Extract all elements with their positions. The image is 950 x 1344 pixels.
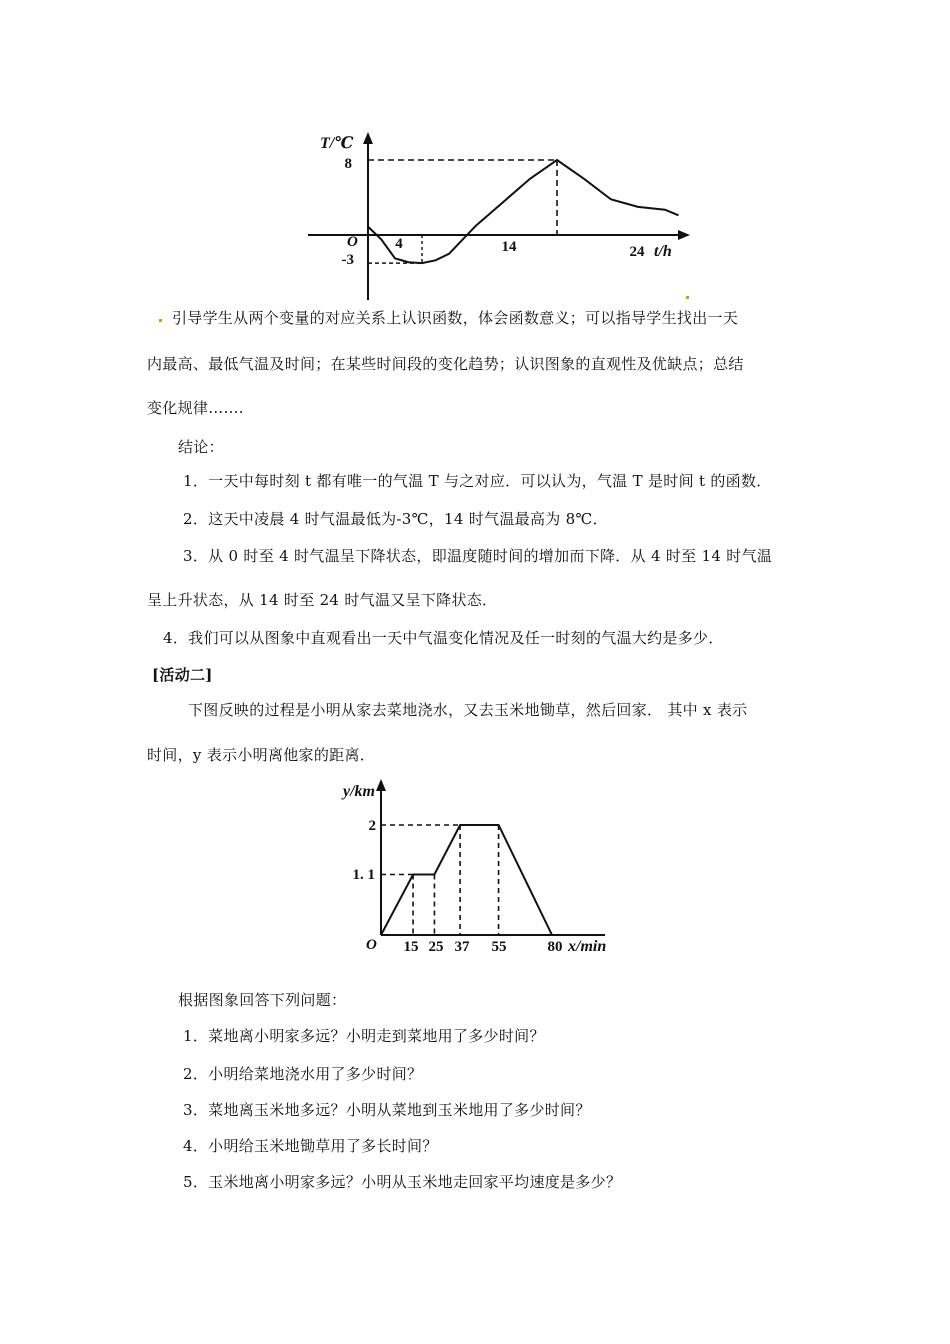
distance-chart-axes (376, 779, 605, 935)
temperature-y-arrow (363, 132, 373, 144)
distance-x-label: x/min (568, 938, 607, 955)
conclusion-title: 结论： (178, 438, 224, 456)
temperature-x-tick-24: 24 (629, 244, 645, 260)
temperature-chart-axes (308, 132, 690, 300)
question-item: 4．小明给玉米地锄草用了多长时间？ (183, 1137, 438, 1155)
distance-y-label: y/km (343, 783, 375, 800)
conclusion-item: 2．这天中凌晨 4 时气温最低为-3℃，14 时气温最高为 8℃． (183, 510, 608, 528)
paragraph-line: 内最高、最低气温及时间；在某些时间段的变化趋势；认识图象的直观性及优缺点；总结 (147, 355, 744, 373)
temperature-chart (300, 128, 700, 303)
distance-origin-label: O (366, 937, 377, 953)
conclusion-item: 1．一天中每时刻 t 都有唯一的气温 T 与之对应．可以认为，气温 T 是时间 t 的函数． (183, 472, 772, 490)
question-item: 2．小明给菜地浇水用了多少时间？ (183, 1065, 423, 1083)
temperature-y-tick-minus3: -3 (341, 252, 354, 268)
question-item: 3．菜地离玉米地多远？小明从菜地到玉米地用了多少时间？ (183, 1101, 591, 1119)
temperature-x-tick-4: 4 (395, 236, 403, 252)
activity-description: 下图反映的过程是小明从家去菜地浇水，又去玉米地锄草，然后回家． 其中 x 表示 (188, 701, 748, 719)
distance-y-tick-1.1: 1. 1 (352, 867, 375, 883)
temperature-y-label: T/℃ (320, 135, 354, 152)
temperature-y-tick-8: 8 (344, 156, 352, 172)
distance-x-tick-55: 55 (491, 939, 507, 955)
temperature-origin-label: O (347, 234, 358, 250)
temperature-x-arrow (678, 230, 690, 240)
conclusion-item: 呈上升状态，从 14 时至 24 时气温又呈下降状态． (147, 591, 498, 609)
decorative-dot (686, 296, 689, 299)
activity-title: [活动二] (152, 666, 213, 684)
question-item: 5．玉米地离小明家多远？小明从玉米地走回家平均速度是多少？ (183, 1173, 622, 1191)
paragraph-line: 变化规律……. (147, 399, 244, 417)
temperature-x-tick-14: 14 (501, 239, 517, 255)
paragraph-line: 引导学生从两个变量的对应关系上认识函数，体会函数意义；可以指导学生找出一天 (172, 309, 739, 327)
distance-x-tick-37: 37 (454, 939, 470, 955)
distance-y-tick-2: 2 (368, 818, 376, 834)
distance-x-tick-80: 80 (547, 939, 563, 955)
questions-intro: 根据图象回答下列问题： (178, 991, 347, 1009)
distance-chart-guides (381, 825, 499, 935)
distance-y-arrow (376, 779, 386, 791)
conclusion-item: 4．我们可以从图象中直观看出一天中气温变化情况及任一时刻的气温大约是多少． (163, 629, 724, 647)
question-item: 1．菜地离小明家多远？小明走到菜地用了多少时间？ (183, 1027, 545, 1045)
distance-x-tick-15: 15 (403, 939, 419, 955)
conclusion-item: 3．从 0 时至 4 时气温呈下降状态，即温度随时间的增加而下降．从 4 时至 14 时气温 (183, 547, 773, 565)
distance-chart (335, 775, 625, 960)
distance-x-tick-25: 25 (428, 939, 444, 955)
decorative-dot (159, 319, 162, 322)
activity-description: 时间，y 表示小明离他家的距离． (147, 746, 376, 764)
distance-line (381, 825, 552, 935)
temperature-x-label: t/h (654, 243, 672, 260)
